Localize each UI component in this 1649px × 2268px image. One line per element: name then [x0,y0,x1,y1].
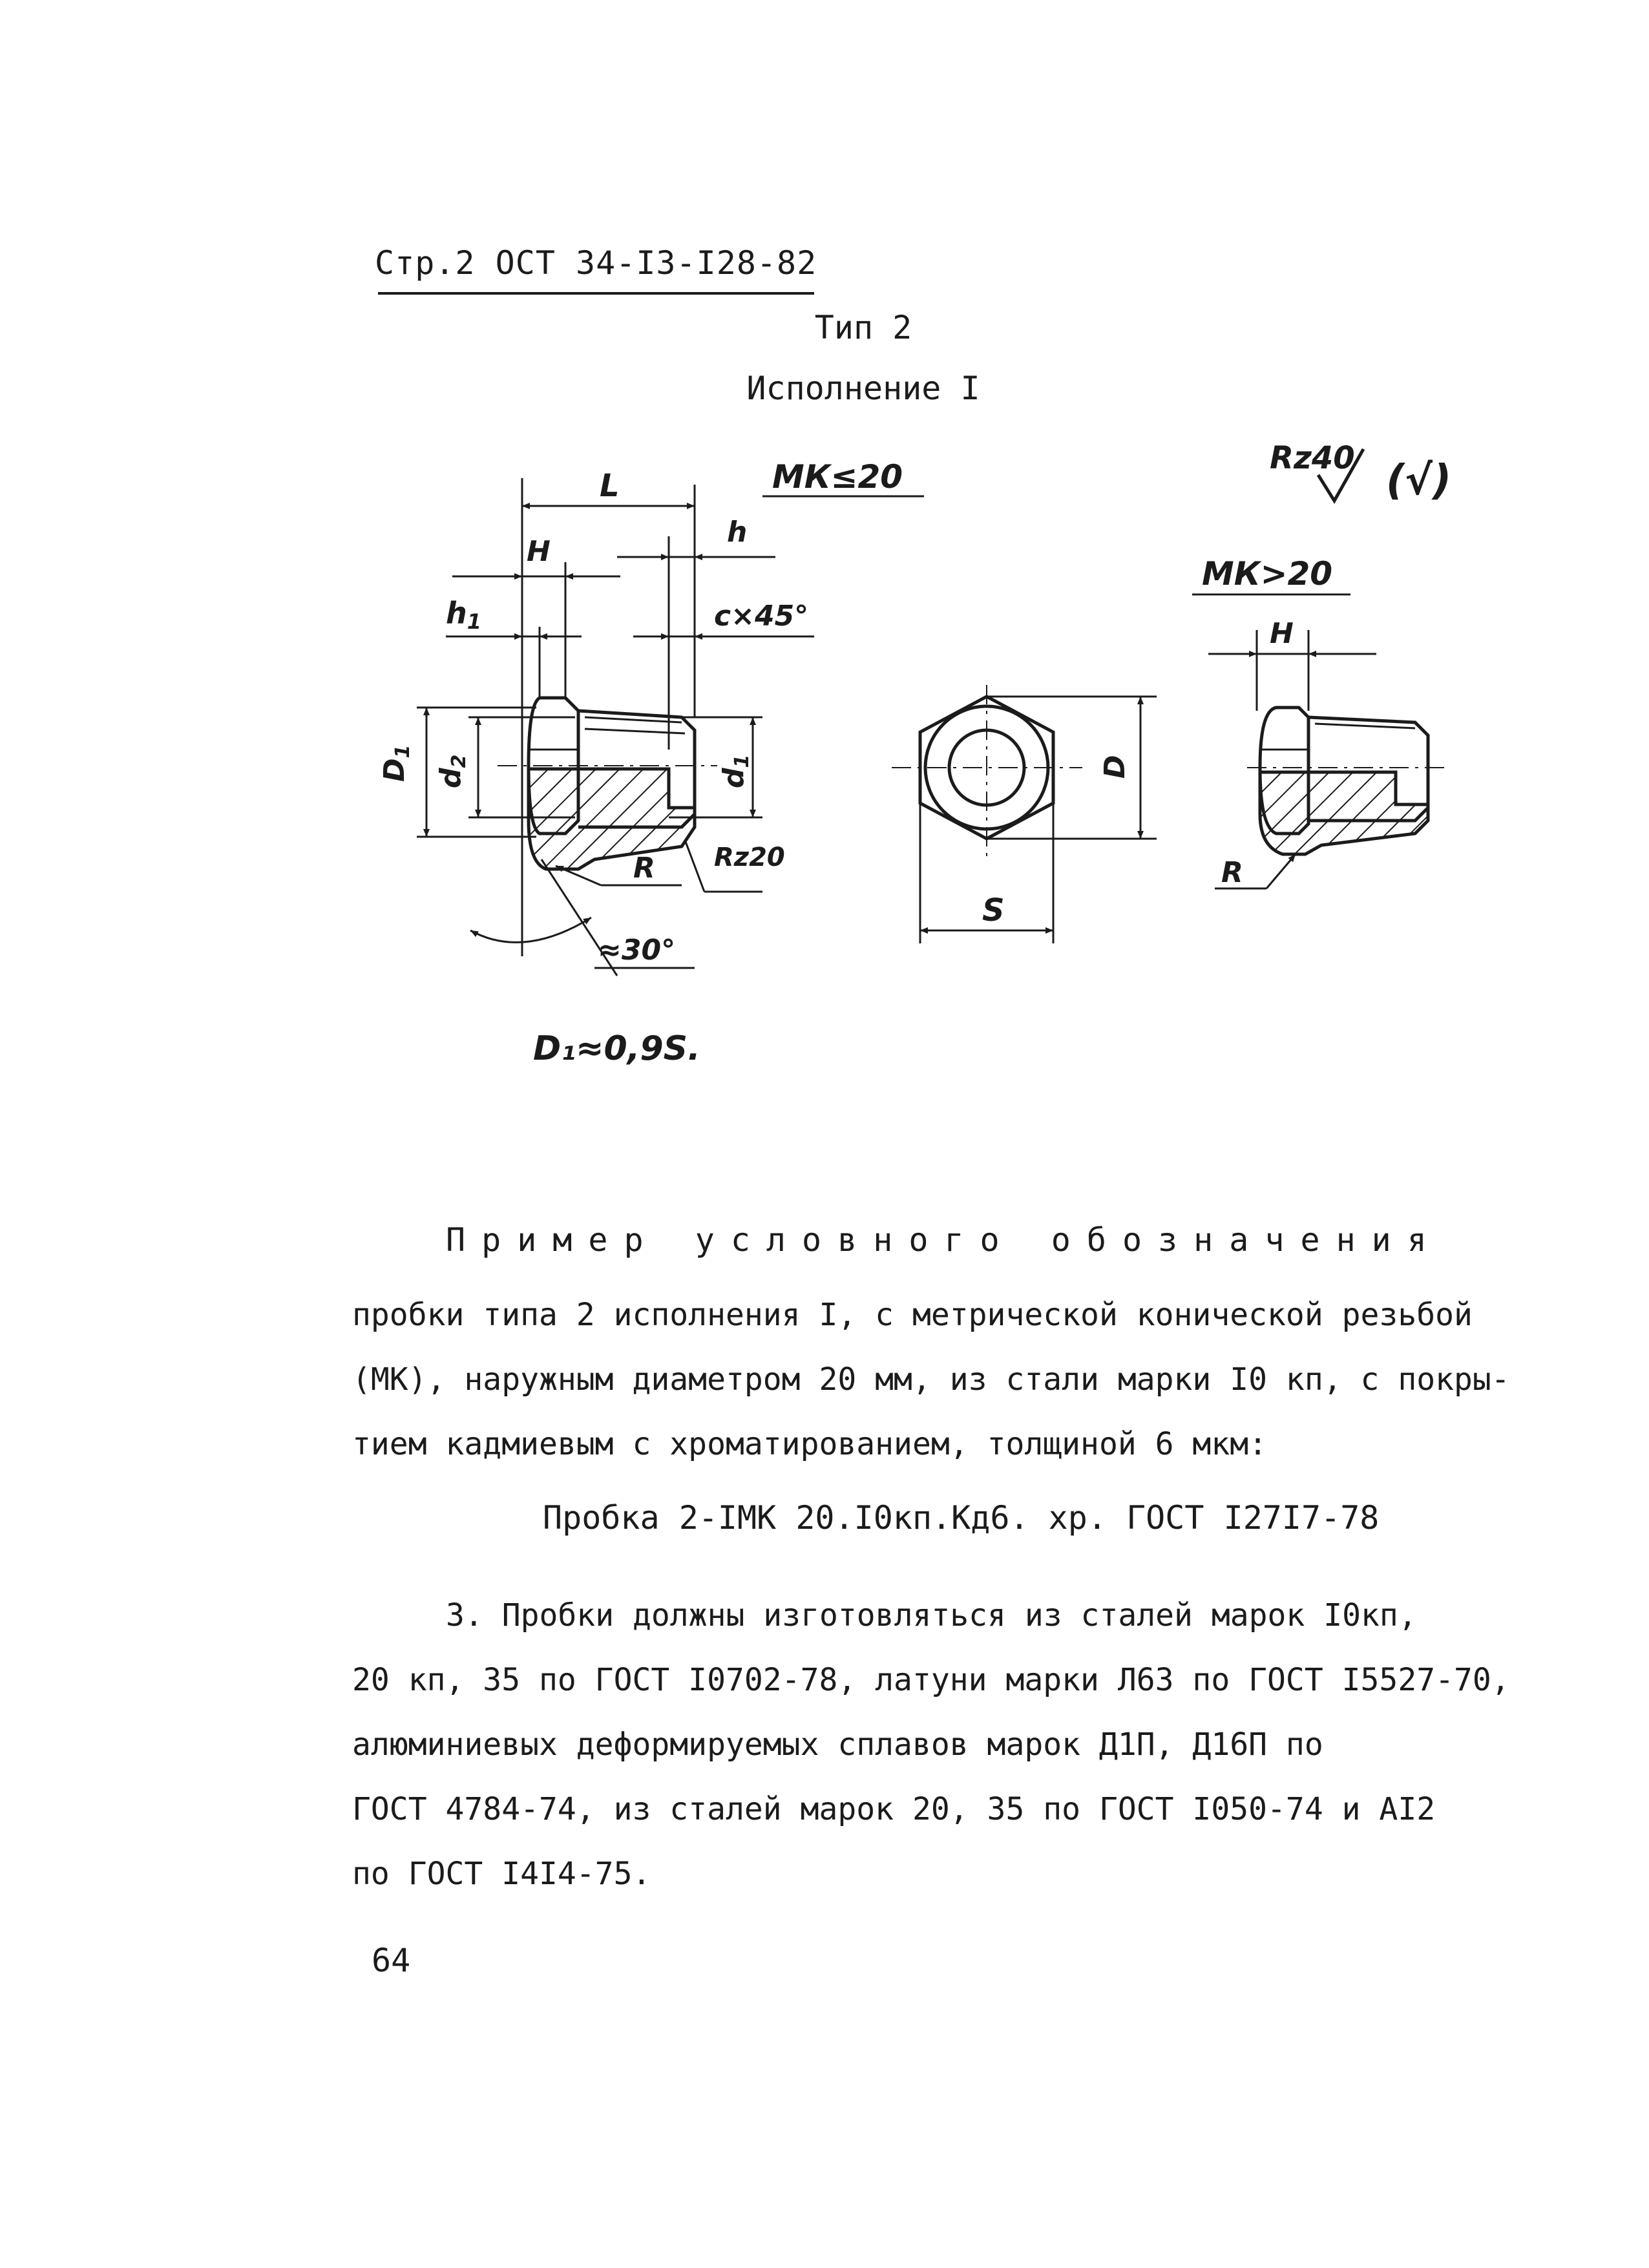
example-designation: Пробка 2-IМК 20.I0кп.Кд6. хр. ГОСТ I27I7-78 [543,1499,1380,1537]
type-title: Тип 2 [814,309,912,346]
technical-drawing [0,414,1649,1111]
example-line: (МК), наружным диаметром 20 мм, из стали марки I0 кп, с покры- [352,1361,1510,1398]
dim-L: L [600,468,620,504]
example-paragraph [352,1283,1554,1476]
dim-d1: d1 [717,754,753,788]
dim-H: H [527,535,551,568]
dim-R-large: R [1221,856,1243,889]
variant-title: Исполнение I [746,370,980,407]
example-line: тием кадмиевым с хроматированием, толщиной 6 мкм: [352,1426,1268,1462]
dim-angle: ≈30° [598,934,676,967]
dim-H-large: H [1270,617,1294,650]
dim-h: h [727,516,748,549]
clause-line: 3. Пробки должны изготовляться из сталей марок I0кп, [446,1597,1417,1633]
dim-D: D [1098,755,1131,779]
header-underline [378,292,814,295]
dim-chamfer: c×45° [714,600,809,633]
dim-h1: h1 [446,596,482,634]
roughness-general: Rz40 [1270,440,1355,476]
dim-D1: D1 [378,744,414,782]
formula-D1: D₁≈0,9S. [533,1029,700,1068]
dim-d2: d2 [434,754,470,788]
dim-S: S [982,892,1005,929]
example-heading: Пример условного обозначения [446,1221,1443,1259]
clause-line: по ГОСТ I4I4-75. [352,1856,651,1892]
clause-line: ГОСТ 4784-74, из сталей марок 20, 35 по ГОСТ I050-74 и АI2 [352,1791,1436,1827]
note-thread-large: МК>20 [1202,555,1333,593]
dim-R: R [633,852,655,885]
page-number: 64 [372,1942,411,1979]
clause-line: алюминиевых деформируемых сплавов марок Д1П, Д16П по [352,1727,1323,1763]
plug-end-view [892,685,1157,943]
roughness-other: (√) [1386,457,1452,505]
clause-line: 20 кп, 35 по ГОСТ I0702-78, латуни марки Л63 по ГОСТ I5527-70, [352,1662,1510,1698]
example-line: пробки типа 2 исполнения I, с метрической конической резьбой [352,1297,1473,1333]
roughness-Rz20: Rz20 [714,843,785,872]
plug-section-view-large [1208,630,1447,888]
plug-section-view-small [417,478,814,976]
note-thread-small: МК≤20 [772,458,903,496]
clause-3 [352,1583,1554,1906]
page-header: Стр.2 ОСТ 34-I3-I28-82 [375,244,817,282]
